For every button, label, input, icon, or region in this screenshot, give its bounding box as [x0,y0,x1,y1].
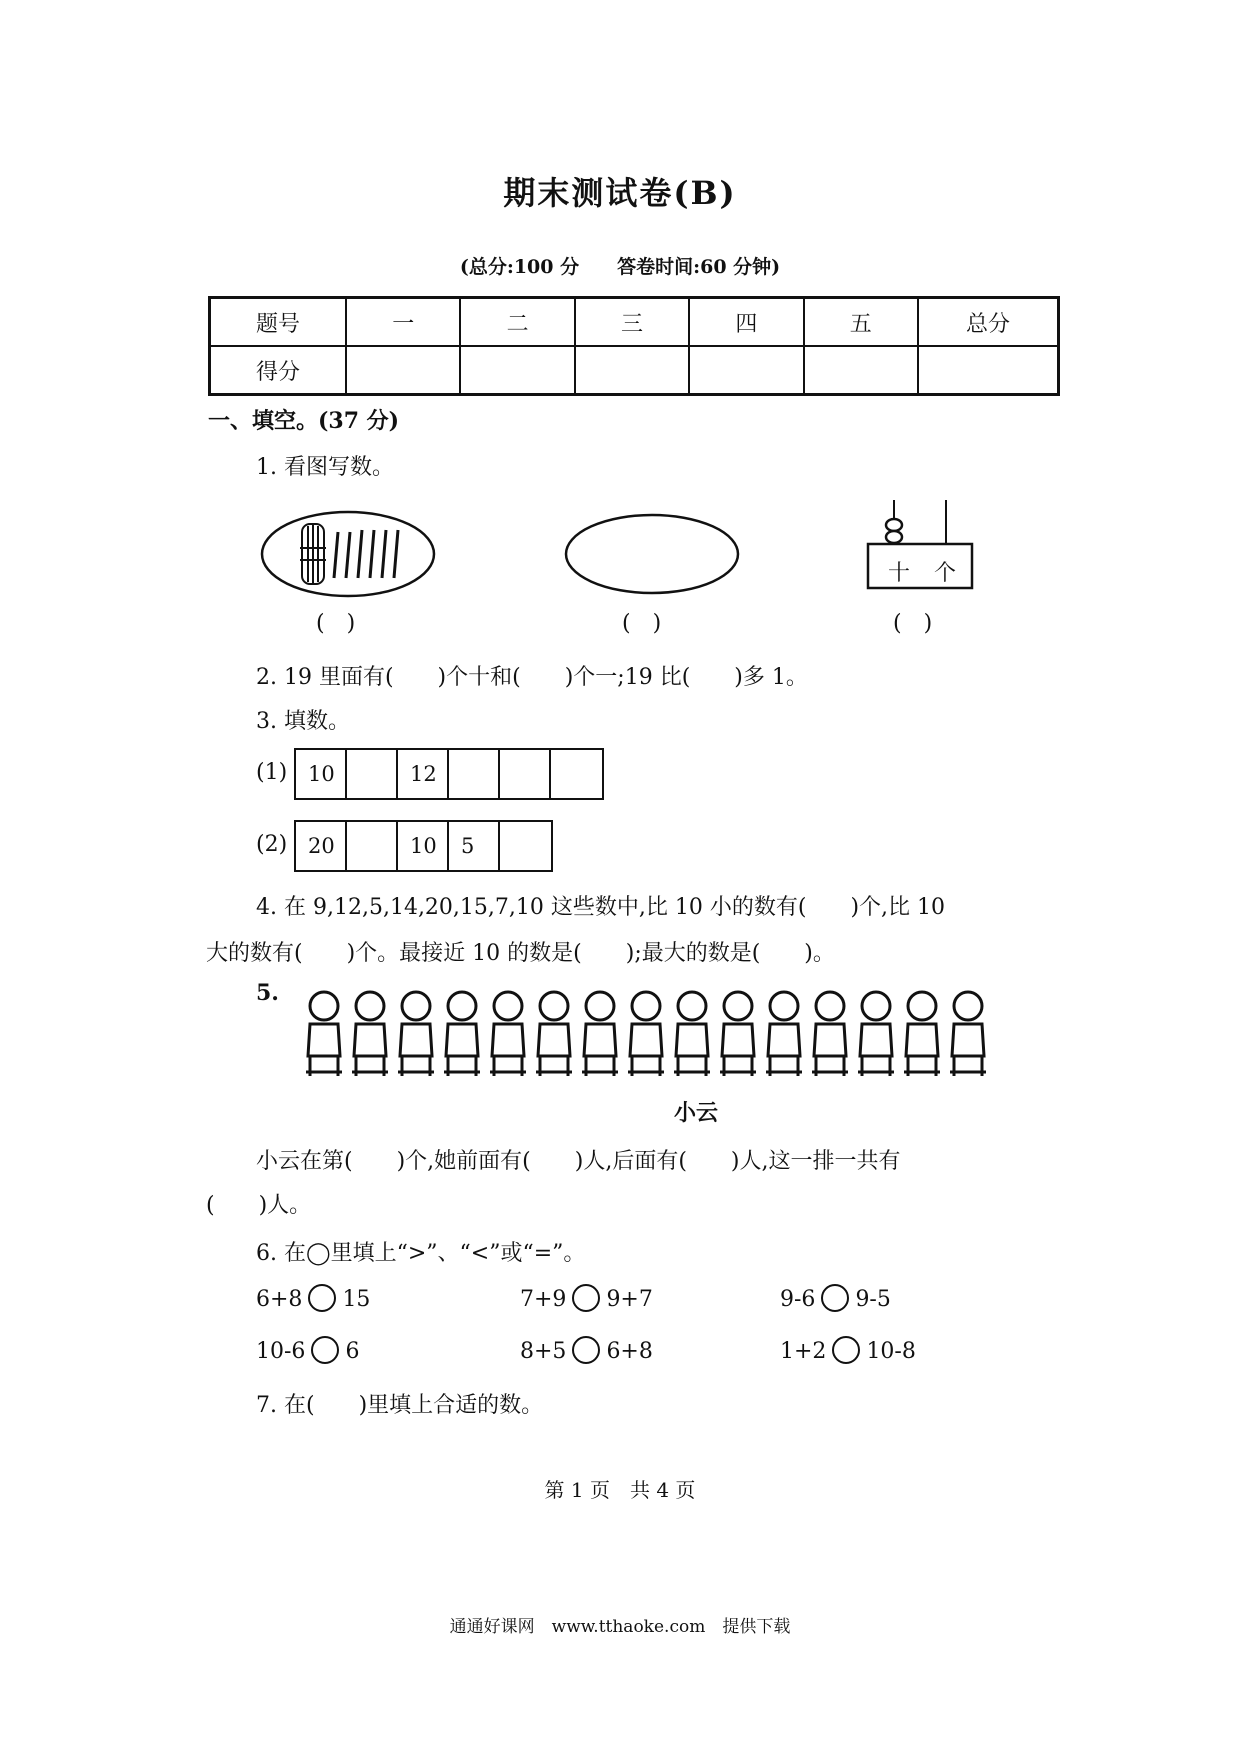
answer-circle[interactable] [821,1284,849,1312]
question-7: 7. 在( )里填上合适的数。 [256,1393,544,1418]
comparison-item [256,1286,370,1314]
question-5-line-2: ( )人。 [206,1193,312,1218]
answer-circle[interactable] [572,1284,600,1312]
score-cell[interactable] [460,346,574,395]
comparison-item [520,1286,653,1314]
number-cell: 12 [398,750,449,798]
children-row-picture [298,982,1006,1080]
answer-bracket[interactable]: ( ) [893,611,933,636]
comparison-left: 8+5 [520,1339,567,1364]
question-6: 6. 在◯里填上“>”、“<”或“=”。 [256,1241,586,1266]
question-5-line-1: 小云在第( )个,她前面有( )人,后面有( )人,这一排一共有 [256,1149,901,1174]
comparison-item [256,1338,359,1366]
score-table [208,296,1060,396]
score-table-header-row [210,298,1059,347]
comparison-left: 10-6 [256,1339,306,1364]
number-row-2 [294,820,553,872]
exam-info: (总分:100 分 答卷时间:60 分钟) [459,256,781,278]
number-cell: 10 [296,750,347,798]
table-header-cell: 三 [575,298,689,347]
table-header-cell: 一 [346,298,460,347]
picture-caption: 小云 [674,1100,719,1126]
number-cell: 20 [296,822,347,870]
page-number: 第 1 页 共 4 页 [544,1478,696,1502]
table-header-cell: 二 [460,298,574,347]
comparison-left: 7+9 [520,1287,567,1312]
question-3: 3. 填数。 [256,709,350,734]
score-cell[interactable] [918,346,1059,395]
table-row-label: 得分 [210,346,347,395]
table-header-cell: 四 [689,298,803,347]
question-4-line-1: 4. 在 9,12,5,14,20,15,7,10 这些数中,比 10 小的数有( )个,比 10 [256,895,946,920]
table-header-cell: 五 [804,298,918,347]
comparison-item [780,1286,891,1314]
number-cell[interactable] [347,750,398,798]
source-footer: 通通好课网 www.tthaoke.com 提供下载 [449,1617,791,1637]
table-header-cell: 题号 [210,298,347,347]
comparison-right: 9+7 [606,1287,653,1312]
comparison-right: 15 [342,1287,371,1312]
score-cell[interactable] [346,346,460,395]
answer-circle[interactable] [311,1336,339,1364]
number-cell[interactable] [500,822,551,870]
question-5-number: 5. [256,980,279,1006]
answer-bracket[interactable]: ( ) [316,611,356,636]
comparison-right: 6 [345,1339,360,1364]
answer-circle[interactable] [832,1336,860,1364]
abacus-label-tens: 十 [888,561,911,586]
number-cell[interactable] [500,750,551,798]
comparison-right: 9-5 [855,1287,891,1312]
score-cell[interactable] [804,346,918,395]
answer-circle[interactable] [308,1284,336,1312]
table-header-cell: 总分 [918,298,1059,347]
number-cell: 10 [398,822,449,870]
question-4-line-2: 大的数有( )个。最接近 10 的数是( );最大的数是( )。 [206,941,835,966]
comparison-item [780,1338,916,1366]
comparison-left: 6+8 [256,1287,303,1312]
number-cell: 5 [449,822,500,870]
comparison-left: 9-6 [780,1287,816,1312]
sticks-picture [258,508,438,600]
number-cell[interactable] [449,750,500,798]
score-table-score-row [210,346,1059,395]
abacus-label-ones: 个 [934,561,957,586]
comparison-left: 1+2 [780,1339,827,1364]
row-2-label: (2) [256,832,288,857]
number-row-1 [294,748,604,800]
empty-oval-picture [563,512,741,596]
page-title: 期末测试卷(B) [503,174,737,212]
answer-bracket[interactable]: ( ) [622,611,662,636]
question-1: 1. 看图写数。 [256,455,394,480]
answer-circle[interactable] [572,1336,600,1364]
number-cell[interactable] [551,750,602,798]
section-heading: 一、填空。(37 分) [208,408,400,434]
comparison-item [520,1338,653,1366]
abacus-picture [864,494,976,594]
row-1-label: (1) [256,760,288,785]
comparison-right: 10-8 [866,1339,916,1364]
number-cell[interactable] [347,822,398,870]
score-cell[interactable] [575,346,689,395]
question-2: 2. 19 里面有( )个十和( )个一;19 比( )多 1。 [256,665,808,690]
score-cell[interactable] [689,346,803,395]
comparison-right: 6+8 [606,1339,653,1364]
